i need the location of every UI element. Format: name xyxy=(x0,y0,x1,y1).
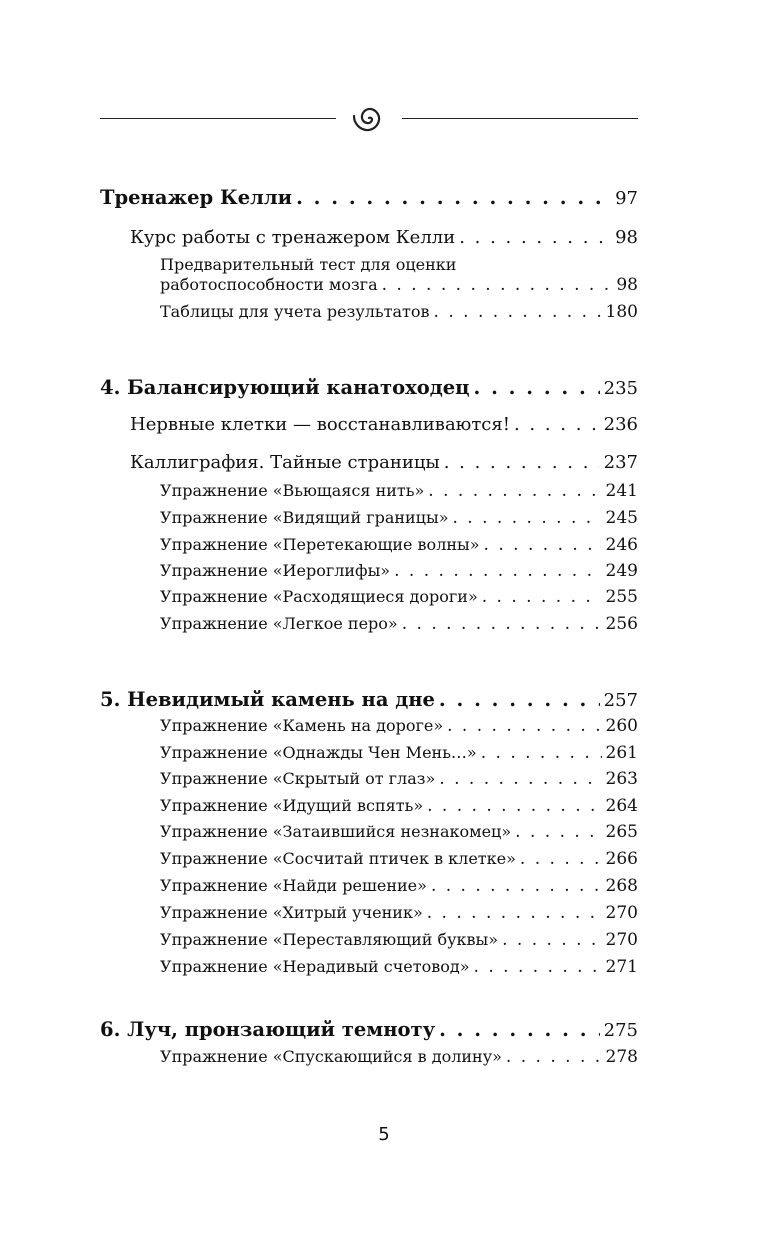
toc-page: 264 xyxy=(605,796,638,816)
toc-dot-leader xyxy=(439,769,601,789)
toc-title: Упражнение «Камень на дороге» xyxy=(160,716,444,735)
toc-dot-leader xyxy=(394,561,601,581)
toc-subentry[interactable] xyxy=(160,561,638,581)
toc-page: 278 xyxy=(605,1047,638,1067)
toc-title: Упражнение «Однажды Чен Мень…» xyxy=(160,743,477,762)
toc-title: Каллиграфия. Тайные страницы xyxy=(130,452,440,473)
toc-dot-leader xyxy=(427,903,602,923)
toc-dot-leader xyxy=(439,1018,600,1041)
toc-dot-leader xyxy=(481,743,602,763)
toc-page: 97 xyxy=(615,188,638,209)
toc-page: 268 xyxy=(605,876,638,896)
toc-page: 241 xyxy=(605,481,638,501)
toc-dot-leader xyxy=(514,414,600,435)
toc-page: 263 xyxy=(605,769,638,789)
toc-subentry[interactable] xyxy=(160,849,638,869)
toc-title: Курс работы с тренажером Келли xyxy=(130,227,456,248)
toc-page: 249 xyxy=(605,561,638,581)
toc-entry[interactable] xyxy=(130,414,638,435)
toc-title: 4. Балансирующий канатоходец xyxy=(100,376,470,399)
toc-page: 237 xyxy=(603,452,638,473)
toc-dot-leader xyxy=(482,587,602,607)
toc-title: Упражнение «Видящий границы» xyxy=(160,508,449,527)
toc-page: 270 xyxy=(605,903,638,923)
toc-title: Упражнение «Перетекающие волны» xyxy=(160,535,480,554)
toc-entry[interactable] xyxy=(130,227,638,248)
toc-subentry[interactable] xyxy=(160,614,638,634)
toc-subentry[interactable] xyxy=(160,903,638,923)
toc-dot-leader xyxy=(447,716,601,736)
toc-title: Упражнение «Найди решение» xyxy=(160,876,427,895)
spiral-ornament-icon xyxy=(351,100,387,136)
toc-dot-leader xyxy=(444,452,600,473)
toc-subentry[interactable] xyxy=(160,481,638,501)
toc-dot-leader xyxy=(520,849,602,869)
toc-dot-leader xyxy=(453,508,602,528)
toc-subentry[interactable] xyxy=(160,1047,638,1067)
toc-subentry[interactable] xyxy=(160,930,638,950)
toc-subentry[interactable] xyxy=(160,587,638,607)
toc-title: Нервные клетки — восстанавливаются! xyxy=(130,414,510,435)
toc-title: Упражнение «Идущий вспять» xyxy=(160,796,424,815)
toc-dot-leader xyxy=(428,481,601,501)
page-number: 5 xyxy=(378,1124,390,1145)
toc-title: Упражнение «Нерадивый счетовод» xyxy=(160,957,470,976)
toc-page: 271 xyxy=(605,957,638,977)
toc-page: 270 xyxy=(605,930,638,950)
toc-title: Упражнение «Иероглифы» xyxy=(160,561,391,580)
toc-title: Тренажер Келли xyxy=(100,186,293,209)
toc-dot-leader xyxy=(434,302,602,322)
toc-page: 98 xyxy=(616,275,638,295)
toc-dot-leader xyxy=(515,822,601,842)
toc-section-heading[interactable] xyxy=(100,186,638,209)
toc-dot-leader xyxy=(459,227,611,248)
toc-title: Упражнение «Спускающийся в долину» xyxy=(160,1047,502,1066)
toc-title: Упражнение «Легкое перо» xyxy=(160,614,398,633)
toc-dot-leader xyxy=(427,796,601,816)
toc-title: Упражнение «Скрытый от глаз» xyxy=(160,769,436,788)
toc-title: Упражнение «Сосчитай птичек в клетке» xyxy=(160,849,516,868)
toc-subentry[interactable] xyxy=(160,796,638,816)
header-rule-right xyxy=(402,118,638,119)
toc-subentry[interactable] xyxy=(160,822,638,842)
toc-page: 266 xyxy=(605,849,638,869)
toc-dot-leader xyxy=(474,957,602,977)
toc-subentry[interactable] xyxy=(160,275,638,295)
toc-page: 246 xyxy=(605,535,638,555)
toc-dot-leader xyxy=(296,186,611,209)
toc-dot-leader xyxy=(431,876,602,896)
toc-subentry[interactable] xyxy=(160,957,638,977)
toc-page: 260 xyxy=(605,716,638,736)
toc-entry[interactable] xyxy=(130,452,638,473)
toc-title: Упражнение «Затаившийся незнакомец» xyxy=(160,822,512,841)
toc-section-heading[interactable] xyxy=(100,376,638,399)
toc-dot-leader xyxy=(484,535,602,555)
header-rule-left xyxy=(100,118,336,119)
toc-title: работоспособности мозга xyxy=(160,275,378,294)
toc-dot-leader xyxy=(502,930,601,950)
toc-dot-leader xyxy=(439,688,600,711)
toc-section-heading[interactable] xyxy=(100,688,638,711)
toc-page: 265 xyxy=(605,822,638,842)
toc-title: 6. Луч, пронзающий темноту xyxy=(100,1018,436,1041)
toc-subentry[interactable] xyxy=(160,508,638,528)
toc-subentry[interactable] xyxy=(160,876,638,896)
toc-page: 236 xyxy=(603,414,638,435)
toc-page: 261 xyxy=(605,743,638,763)
toc-subentry[interactable] xyxy=(160,302,638,322)
toc-page: 257 xyxy=(603,690,638,711)
toc-page: 245 xyxy=(605,508,638,528)
toc-page: 275 xyxy=(603,1020,638,1041)
toc-title: 5. Невидимый камень на дне xyxy=(100,688,435,711)
toc-subentry[interactable] xyxy=(160,535,638,555)
toc-page: 180 xyxy=(605,302,638,322)
toc-title: Упражнение «Вьющаяся нить» xyxy=(160,481,425,500)
toc-section-heading[interactable] xyxy=(100,1018,638,1041)
toc-page: 255 xyxy=(605,587,638,607)
toc-subentry-line1[interactable]: Предварительный тест для оценки xyxy=(160,255,457,274)
toc-page: 235 xyxy=(603,378,638,399)
toc-title: Упражнение «Расходящиеся дороги» xyxy=(160,587,478,606)
toc-dot-leader xyxy=(402,614,602,634)
toc-dot-leader xyxy=(506,1047,602,1067)
toc-dot-leader xyxy=(474,376,600,399)
toc-page: 256 xyxy=(605,614,638,634)
toc-title: Упражнение «Хитрый ученик» xyxy=(160,903,423,922)
toc-subentry[interactable] xyxy=(160,743,638,763)
toc-title: Упражнение «Переставляющий буквы» xyxy=(160,930,499,949)
toc-subentry[interactable] xyxy=(160,716,638,736)
toc-title: Таблицы для учета результатов xyxy=(160,302,430,321)
toc-page: 98 xyxy=(615,227,638,248)
toc-subentry[interactable] xyxy=(160,769,638,789)
toc-dot-leader xyxy=(382,275,613,295)
